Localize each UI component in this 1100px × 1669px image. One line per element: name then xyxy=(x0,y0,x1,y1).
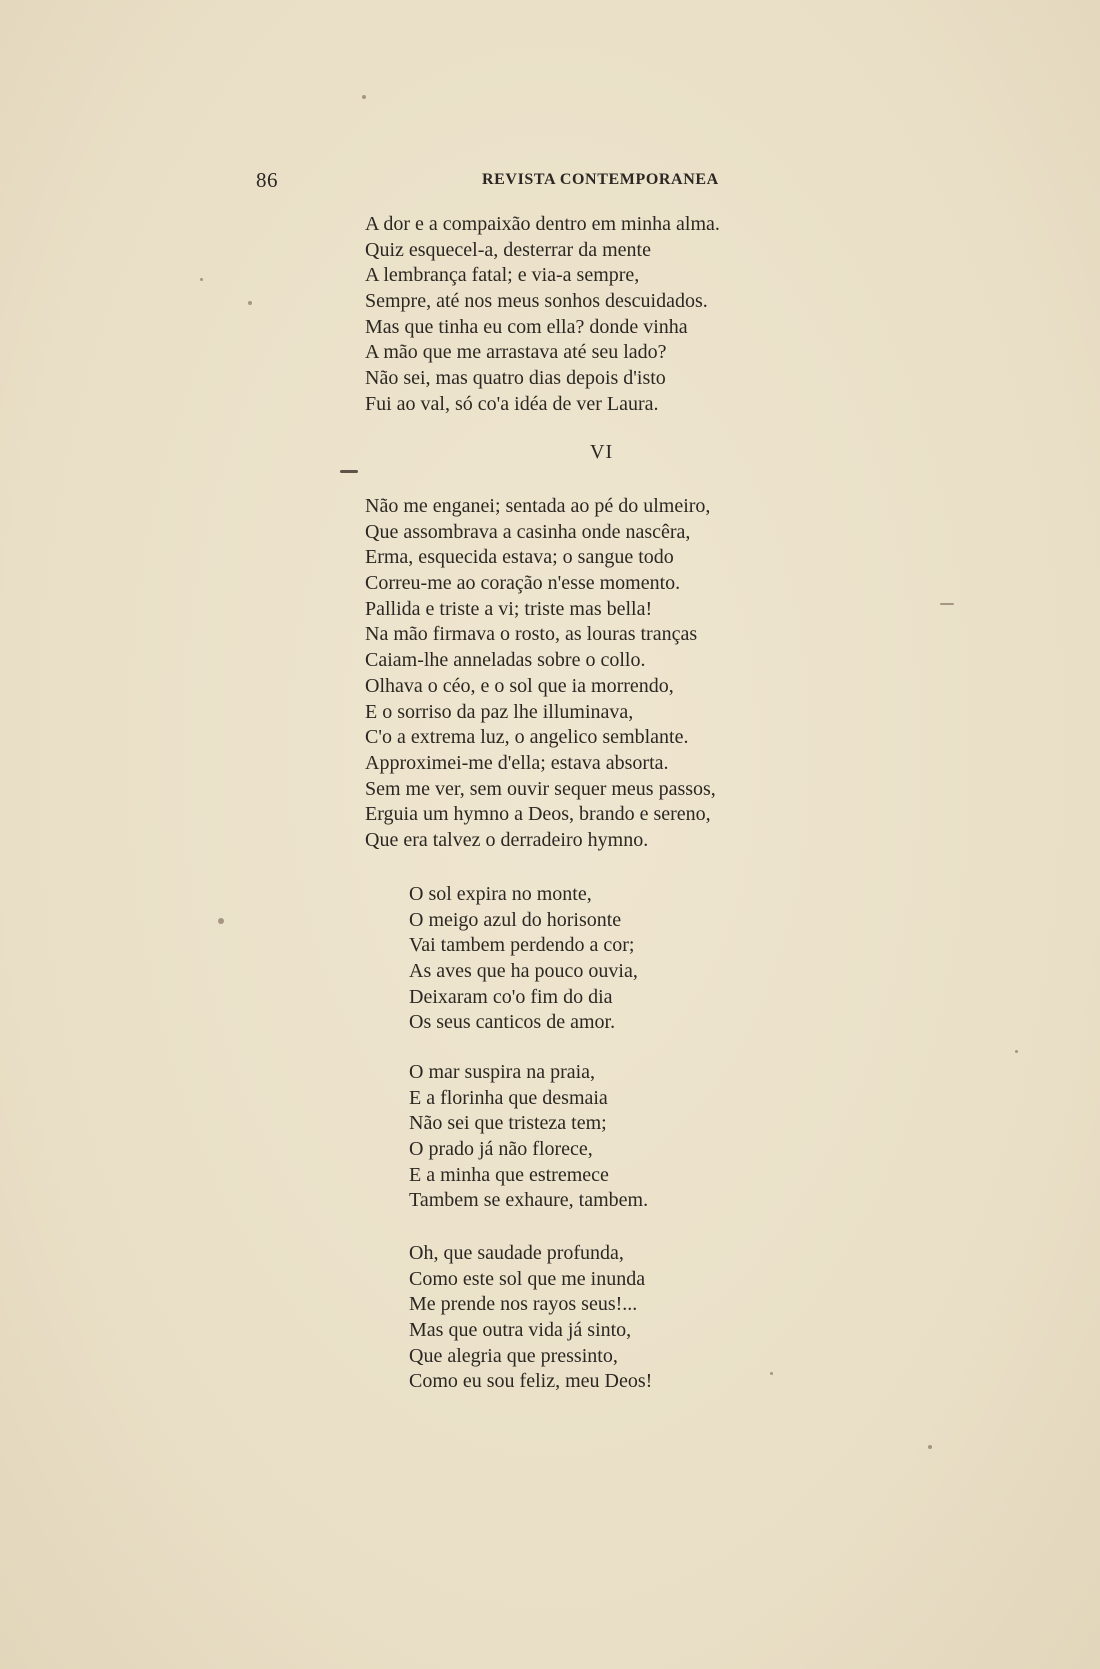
verse-line: A mão que me arrastava até seu lado? xyxy=(365,341,667,364)
song-line: Me prende nos rayos seus!... xyxy=(409,1293,638,1316)
song-stanza-3 xyxy=(409,1241,849,1395)
running-head: REVISTA CONTEMPORANEA xyxy=(482,171,719,188)
paper-speck xyxy=(248,301,252,305)
verse-line: Fui ao val, só co'a idéa de ver Laura. xyxy=(365,392,659,415)
paper-speck xyxy=(940,603,954,605)
song-stanza-2 xyxy=(409,1060,849,1214)
song-line: O prado já não florece, xyxy=(409,1138,593,1161)
song-line: Os seus canticos de amor. xyxy=(409,1011,616,1034)
verse-line: Sem me ver, sem ouvir sequer meus passos, xyxy=(365,777,716,800)
song-line: E a florinha que desmaia xyxy=(409,1086,608,1109)
verse-line: Sempre, até nos meus sonhos descuidados. xyxy=(365,290,708,313)
verse-line: Olhava o céo, e o sol que ia morrendo, xyxy=(365,674,674,697)
verse-line: C'o a extrema luz, o angelico semblante. xyxy=(365,726,689,749)
song-line: O sol expira no monte, xyxy=(409,883,592,905)
verse-line: Que assombrava a casinha onde nascêra, xyxy=(365,520,691,543)
verse-line: Erguia um hymno a Deos, brando e sereno, xyxy=(365,803,711,826)
paper-speck xyxy=(1015,1050,1018,1053)
paper-speck xyxy=(928,1445,932,1449)
page-number: 86 xyxy=(256,168,278,192)
song-line: Que alegria que pressinto, xyxy=(409,1344,618,1367)
section-heading: VI xyxy=(590,441,614,463)
paper-speck xyxy=(200,278,203,281)
verse-line: Erma, esquecida estava; o sangue todo xyxy=(365,546,674,569)
song-line: Vai tambem perdendo a cor; xyxy=(409,934,635,957)
verse-line: Na mão firmava o rosto, as louras tranças xyxy=(365,623,698,646)
song-line: Tambem se exhaure, tambem. xyxy=(409,1189,649,1212)
verse-line: Quiz esquecel-a, desterrar da mente xyxy=(365,238,651,261)
ink-mark xyxy=(340,470,358,473)
song-line: E a minha que estremece xyxy=(409,1163,609,1186)
song-line: Oh, que saudade profunda, xyxy=(409,1242,624,1264)
song-line: Como eu sou feliz, meu Deos! xyxy=(409,1370,653,1393)
verse-line: Approximei-me d'ella; estava absorta. xyxy=(365,751,669,774)
verse-line: Pallida e triste a vi; triste mas bella! xyxy=(365,597,653,620)
song-line: Como este sol que me inunda xyxy=(409,1267,646,1290)
song-line: As aves que ha pouco ouvia, xyxy=(409,960,638,983)
verse-line: Mas que tinha eu com ella? donde vinha xyxy=(365,315,688,338)
paper-speck xyxy=(770,1372,773,1375)
stanza-2 xyxy=(365,494,805,854)
verse-line: Caiam-lhe anneladas sobre o collo. xyxy=(365,649,646,672)
song-line: O meigo azul do horisonte xyxy=(409,908,622,931)
verse-line: A dor e a compaixão dentro em minha alma. xyxy=(365,213,720,235)
verse-line: Correu-me ao coração n'esse momento. xyxy=(365,572,681,595)
song-line: Não sei que tristeza tem; xyxy=(409,1112,607,1135)
paper-speck xyxy=(218,918,224,924)
stanza-1 xyxy=(365,212,805,418)
song-stanza-1 xyxy=(409,882,849,1036)
verse-line: E o sorriso da paz lhe illuminava, xyxy=(365,700,634,723)
verse-line: Não me enganei; sentada ao pé do ulmeiro, xyxy=(365,495,711,517)
verse-line: Que era talvez o derradeiro hymno. xyxy=(365,828,649,851)
song-line: Deixaram co'o fim do dia xyxy=(409,985,613,1008)
verse-line: A lembrança fatal; e via-a sempre, xyxy=(365,264,640,287)
song-line: Mas que outra vida já sinto, xyxy=(409,1319,632,1342)
song-line: O mar suspira na praia, xyxy=(409,1061,596,1083)
verse-line: Não sei, mas quatro dias depois d'isto xyxy=(365,367,666,390)
page-header xyxy=(256,168,726,198)
paper-speck xyxy=(362,95,366,99)
